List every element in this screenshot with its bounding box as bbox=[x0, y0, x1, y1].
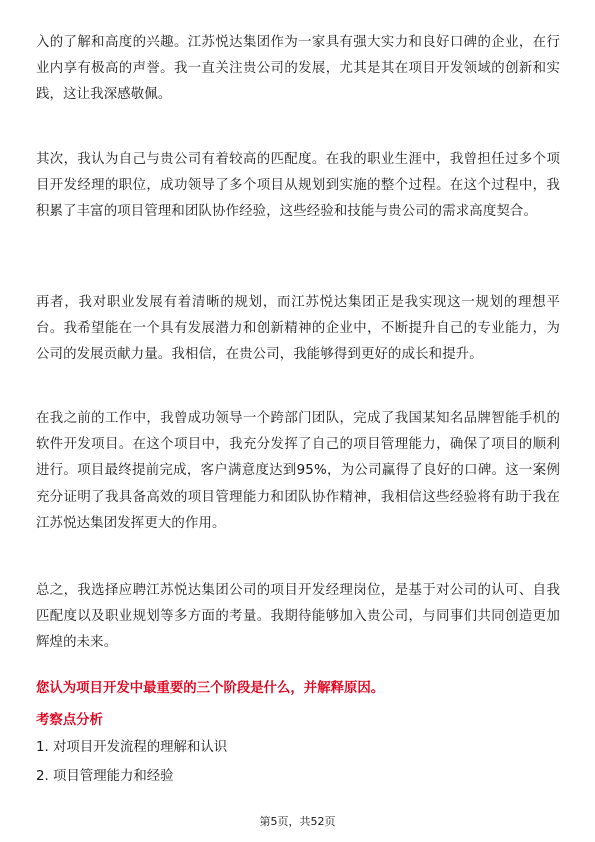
body-paragraph-1: 入的了解和高度的兴趣。江苏悦达集团作为一家具有强大实力和良好口碑的企业，在行业内享有极高的声誉。我一直关注贵公司的发展，尤其是其在项目开发领域的创新和实践，这让我深感敬佩。 bbox=[36, 35, 560, 103]
body-paragraph-4: 在我之前的工作中，我曾成功领导一个跨部门团队，完成了我国某知名品牌智能手机的软件开发项目。在这个项目中，我充分发挥了自己的项目管理能力，确保了项目的顺利进行。项目最终提前完成，客户满意度达到95%，为公司赢得了良好的口碑。这一案例充分证明了我具备高效的项目管理能力和团队协作精神，我相信这些经验将有助于我在江苏悦达集团发挥更大的作用。 bbox=[36, 411, 560, 531]
analysis-list-item: 2. 项目管理能力和经验 bbox=[36, 769, 174, 784]
page-number-footer: 第5页，共52页 bbox=[259, 815, 336, 828]
body-paragraph-3: 再者，我对职业发展有着清晰的规划，而江苏悦达集团正是我实现这一规划的理想平台。我希望能在一个具有发展潜力和创新精神的企业中，不断提升自己的专业能力，为公司的发展贡献力量。我相信，在贵公司，我能够得到更好的成长和提升。 bbox=[36, 295, 560, 363]
interview-question: 您认为项目开发中最重要的三个阶段是什么，并解释原因。 bbox=[36, 681, 385, 696]
analysis-list-item: 1. 对项目开发流程的理解和认识 bbox=[36, 740, 228, 755]
analysis-section-title: 考察点分析 bbox=[36, 713, 103, 728]
body-paragraph-2: 其次，我认为自己与贵公司有着较高的匹配度。在我的职业生涯中，我曾担任过多个项目开发经理的职位，成功领导了多个项目从规划到实施的整个过程。在这个过程中，我积累了丰富的项目管理和团队协作经验，这些经验和技能与贵公司的需求高度契合。 bbox=[36, 152, 560, 220]
body-paragraph-5: 总之，我选择应聘江苏悦达集团公司的项目开发经理岗位，是基于对公司的认可、自我匹配度以及职业规划等多方面的考量。我期待能够加入贵公司，与同事们共同创造更加辉煌的未来。 bbox=[36, 583, 560, 651]
